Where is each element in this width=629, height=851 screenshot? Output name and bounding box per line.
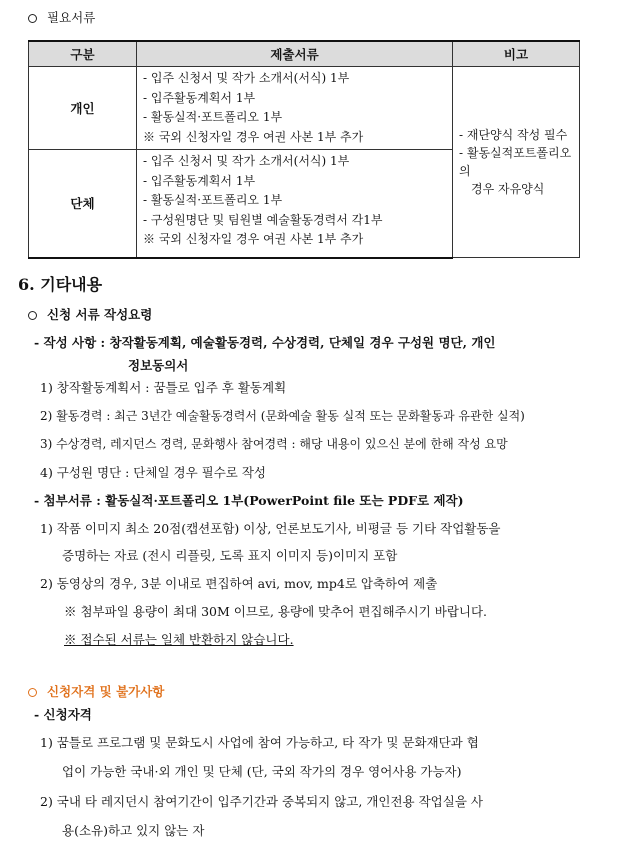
attachment-item-1-line1: 1) 작품 이미지 최소 20점(캡션포함) 이상, 언론보도기사, 비평글 등 기타 작업활동을: [40, 521, 501, 536]
header-note: 비고: [453, 41, 580, 67]
eligibility-title: 신청자격 및 불가사항: [28, 682, 164, 700]
eligibility-item-2-line1: 2) 국내 타 레지던시 참여기간이 입주기간과 중복되지 않고, 개인전용 작업실을 사: [40, 794, 483, 809]
category-group: 단체: [29, 150, 137, 258]
circle-bullet-icon: [28, 688, 37, 697]
eligibility-item-1-line2: 업이 가능한 국내·외 개인 및 단체 (단, 국외 작가의 경우 영어사용 가능자): [62, 764, 462, 779]
attachments-title: - 첨부서류 : 활동실적·포트폴리오 1부(PowerPoint file 또는 PDF로 제작): [34, 493, 464, 508]
required-docs-table: [28, 40, 580, 259]
list-item: 1) 창작활동계획서 : 꿈틀로 입주 후 활동계획: [40, 380, 287, 395]
write-items-line2: 정보동의서: [128, 358, 189, 373]
section-title: 6. 기타내용: [18, 275, 103, 294]
category-individual: 개인: [29, 67, 137, 150]
attachment-note-2: ※ 접수된 서류는 일체 반환하지 않습니다.: [64, 632, 294, 647]
eligibility-item-2-line2: 용(소유)하고 있지 않는 자: [62, 823, 205, 838]
required-docs-header: 필요서류: [28, 8, 95, 26]
list-item: 3) 수상경력, 레지던스 경력, 문화행사 참여경력 : 해당 내용이 있으신 분에 한해 작성 요망: [40, 437, 508, 451]
attachment-item-2: 2) 동영상의 경우, 3분 이내로 편집하여 avi, mov, mp4로 압축하여 제출: [40, 576, 438, 591]
header-category: 구분: [29, 41, 137, 67]
subsection-writing-guide: 신청 서류 작성요령: [28, 305, 152, 323]
circle-bullet-icon: [28, 14, 37, 23]
list-item: 2) 활동경력 : 최근 3년간 예술활동경력서 (문화예술 활동 실적 또는 문화활동과 유관한 실적): [40, 409, 525, 423]
table-header-row: [29, 41, 580, 67]
eligibility-subtitle: - 신청자격: [34, 707, 92, 722]
circle-bullet-icon: [28, 311, 37, 320]
eligibility-item-1-line1: 1) 꿈틀로 프로그램 및 문화도시 사업에 참여 가능하고, 타 작가 및 문화재단과 협: [40, 735, 479, 750]
write-items-line1: - 작성 사항 : 창작활동계획, 예술활동경력, 수상경력, 단체일 경우 구성원 명단, 개인: [34, 335, 496, 350]
docs-individual: - 입주 신청서 및 작가 소개서(서식) 1부 - 입주활동계획서 1부 - 활동실적·포트폴리오 1부 ※ 국외 신청자일 경우 여권 사본 1부 추가: [137, 67, 453, 150]
list-item: 4) 구성원 명단 : 단체일 경우 필수로 작성: [40, 465, 266, 480]
table-row: [29, 67, 580, 150]
attachment-note-1: ※ 첨부파일 용량이 최대 30M 이므로, 용량에 맞추어 편집해주시기 바랍니다.: [64, 604, 488, 619]
attachment-item-1-line2: 증명하는 자료 (전시 리플릿, 도록 표지 이미지 등)이미지 포함: [62, 548, 398, 563]
docs-group: - 입주 신청서 및 작가 소개서(서식) 1부 - 입주활동계획서 1부 - 활동실적·포트폴리오 1부 - 구성원명단 및 팀원별 예술활동경력서 각1부 ※ 국외 신청자일 경우 여권 사본 1부 추가: [137, 150, 453, 258]
header-docs: 제출서류: [137, 41, 453, 67]
note-cell: - 재단양식 작성 필수 - 활동실적포트폴리오의 경우 자유양식: [453, 67, 580, 258]
